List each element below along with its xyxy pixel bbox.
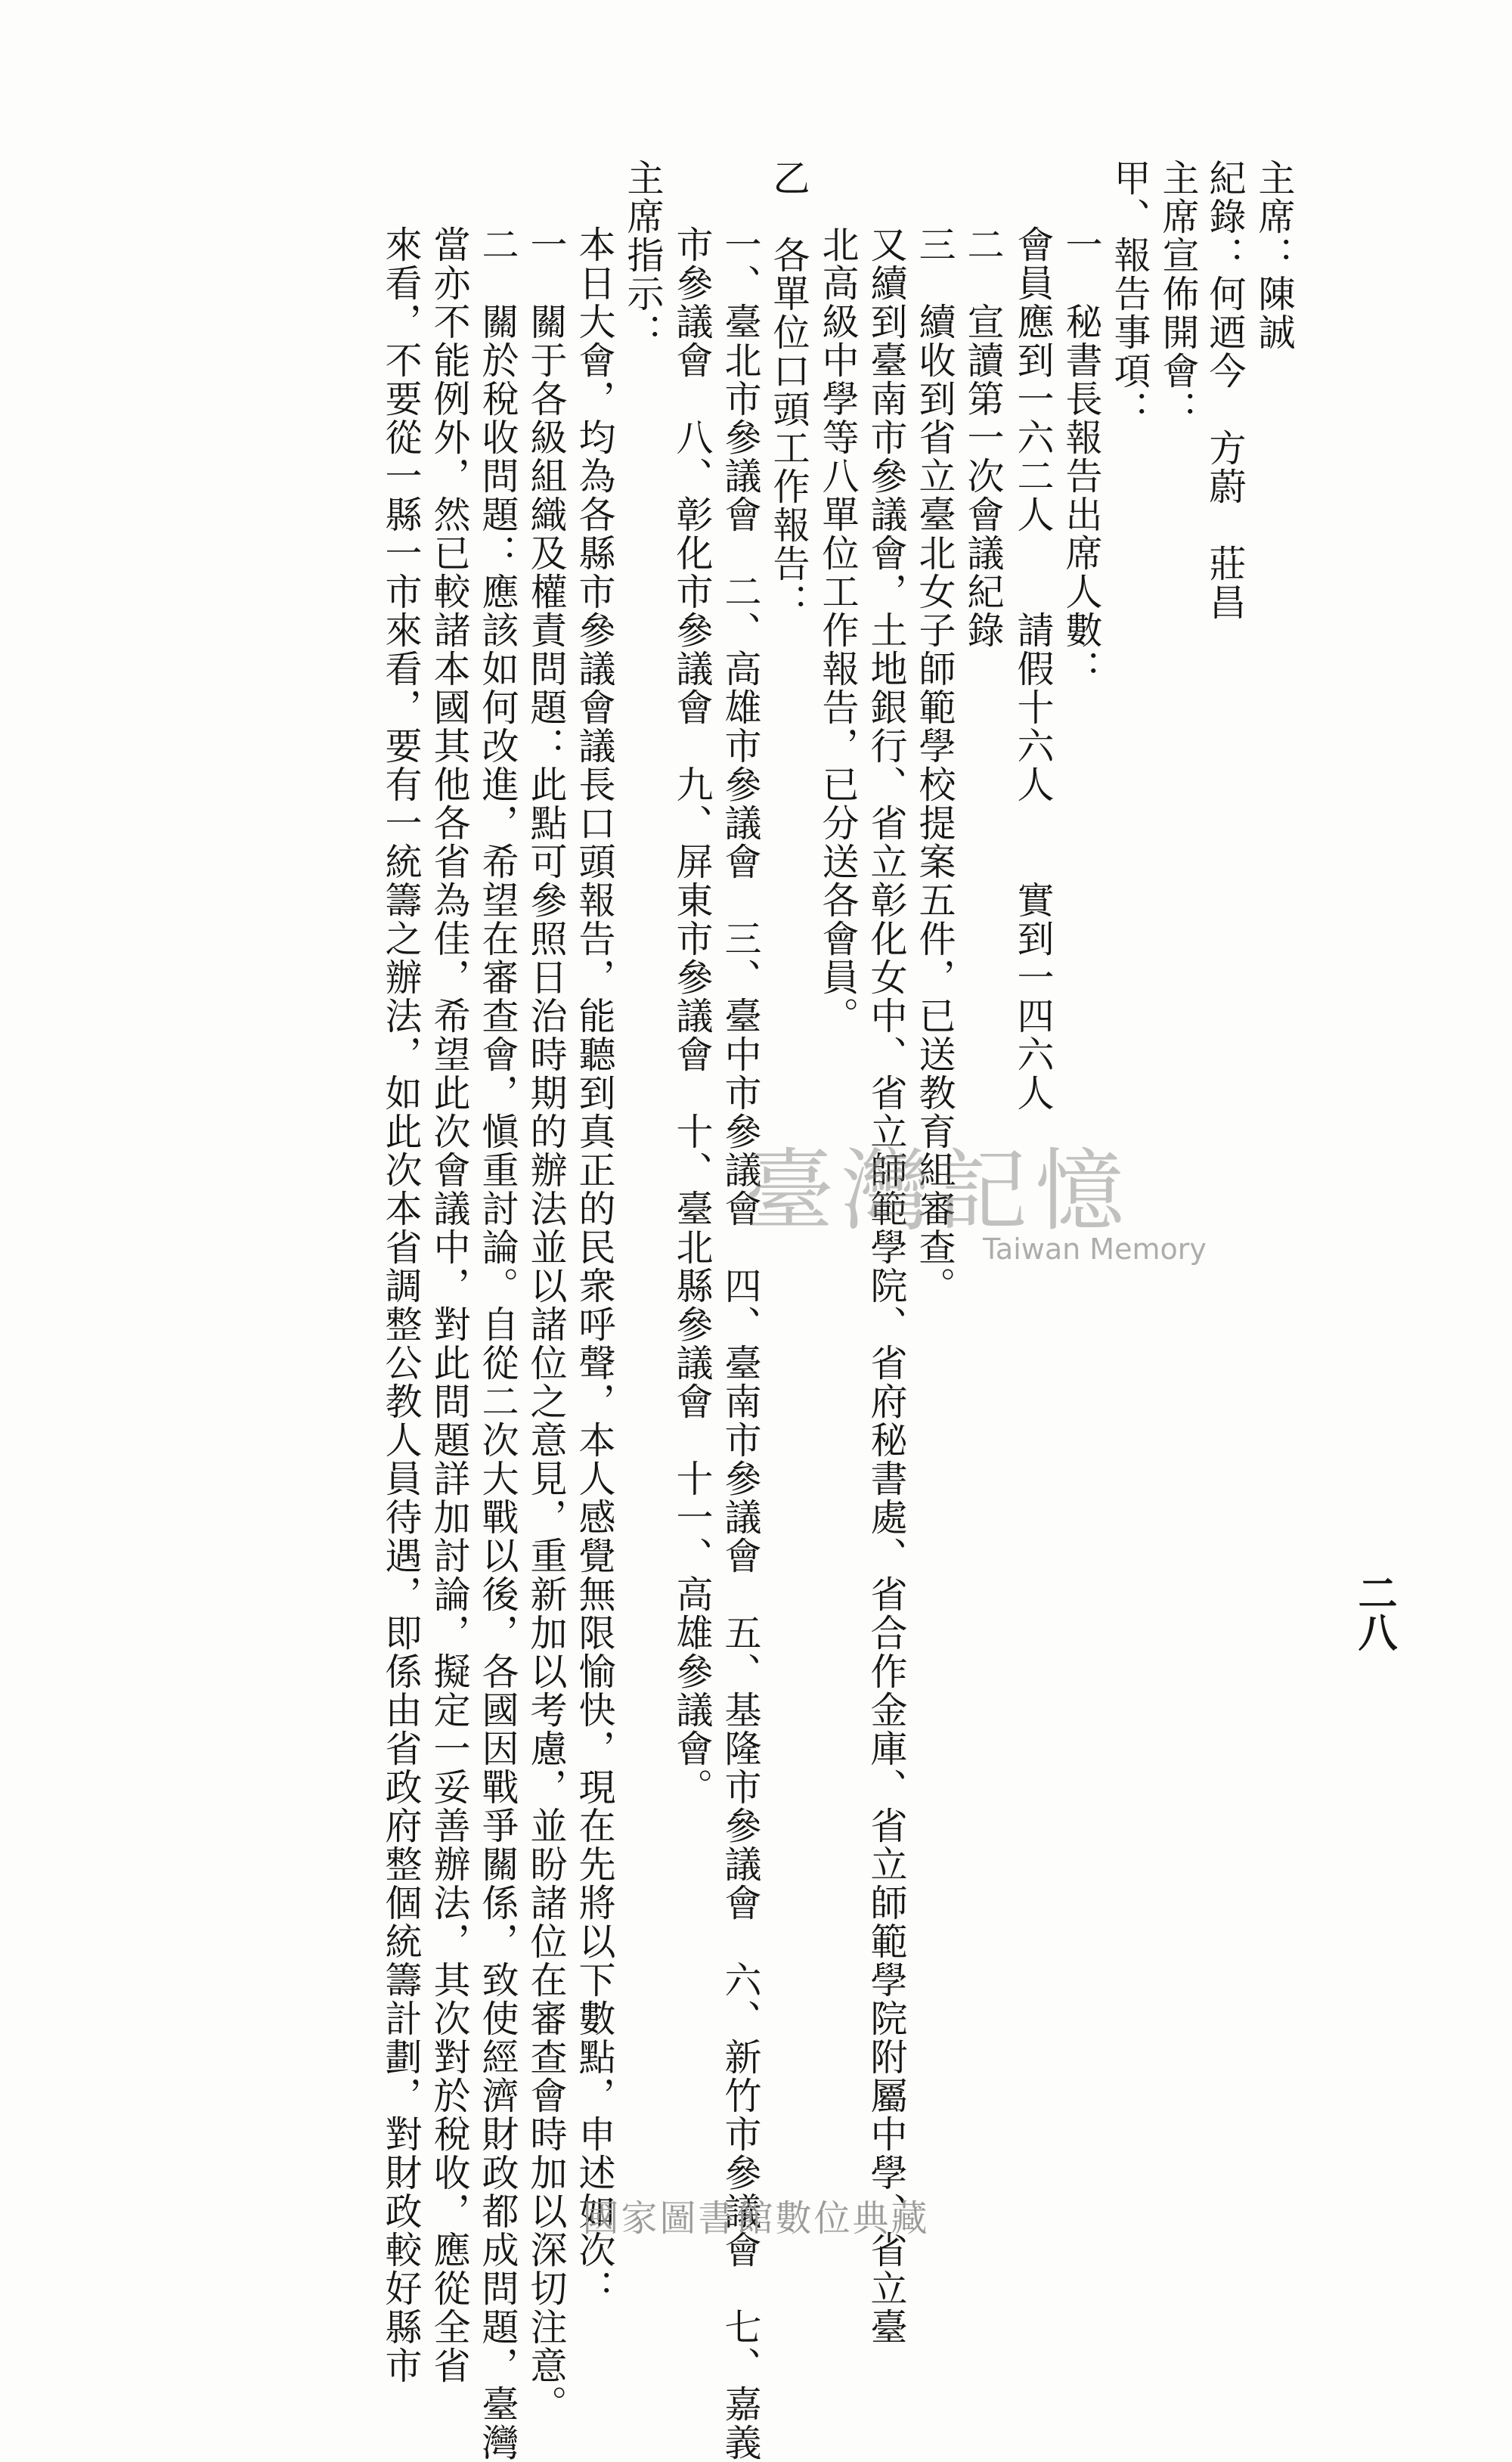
text-column: 二 關於稅收問題：應該如何改進，希望在審查會，愼重討論。自從二次大戰以後，各國因戰爭關係，致使經濟財政都成問題，臺灣 [476, 225, 519, 2462]
text-column: 主席指示： [621, 159, 665, 352]
text-column: 市參議會 八、彰化市參議會 九、屏東市參議會 十、臺北縣參議會 十一、高雄參議會。 [671, 225, 714, 1806]
text-column: 又續到臺南市參議會，土地銀行、省立彰化女中、省立師範學院、省府秘書處、省合作金庫、省立師範學院附屬中學、省立臺 [865, 225, 908, 2346]
text-column: 甲、報告事項： [1108, 159, 1151, 429]
watermark [745, 1119, 1244, 1316]
text-column: 三 續收到省立臺北女子師範學校提案五件，已送教育組審查。 [913, 225, 956, 1305]
text-column: 二 宣讀第一次會議紀錄 [962, 225, 1005, 650]
text-column: 紀錄：何迺今 方蔚 莊昌 [1204, 159, 1247, 622]
text-column: 一、臺北市參議會 二、高雄市參議會 三、臺中市參議會 四、臺南市參議會 五、基隆市參議會 六、新竹市參議會 七、嘉義 [719, 225, 762, 2462]
text-column: 主席：陳誠 [1253, 159, 1296, 352]
text-column: 乙 各單位口頭工作報告： [767, 159, 810, 622]
text-column: 一 秘書長報告出席人數： [1060, 225, 1103, 688]
text-column: 一 關于各級組織及權責問題：此點可參照日治時期的辦法並以諸位之意見，重新加以考慮，並盼諸位在審查會時加以深切注意。 [525, 225, 568, 2423]
footer-text: 國家圖書館數位典藏 [582, 2197, 930, 2240]
text-column: 北高級中學等八單位工作報告，已分送各會員。 [816, 225, 860, 1035]
watermark-english: Taiwan Memory [983, 1233, 1207, 1266]
text-column: 當亦不能例外，然已較諸本國其他各省為佳，希望此次會議中，對此問題詳加討論，擬定一妥善辦法，其次對於稅收，應從全省 [428, 225, 471, 2385]
text-column: 來看，不要從一縣一市來看，要有一統籌之辦法，如此次本省調整公教人員待遇，即係由省政府整個統籌計劃，對財政較好縣市 [380, 225, 423, 2385]
text-column: 主席宣佈開會： [1157, 159, 1200, 429]
text-column: 會員應到一六二人 請假十六人 實到一四六人 [1012, 225, 1055, 1112]
text-column: 本日大會，均為各縣市參議會議長口頭報告，能聽到真正的民衆呼聲，本人感覺無限愉快，現在先將以下數點，申述如次： [573, 225, 616, 2308]
watermark-chinese: 臺灣記憶 [745, 1139, 1132, 1243]
page-number: 二八 [1351, 1573, 1397, 1651]
